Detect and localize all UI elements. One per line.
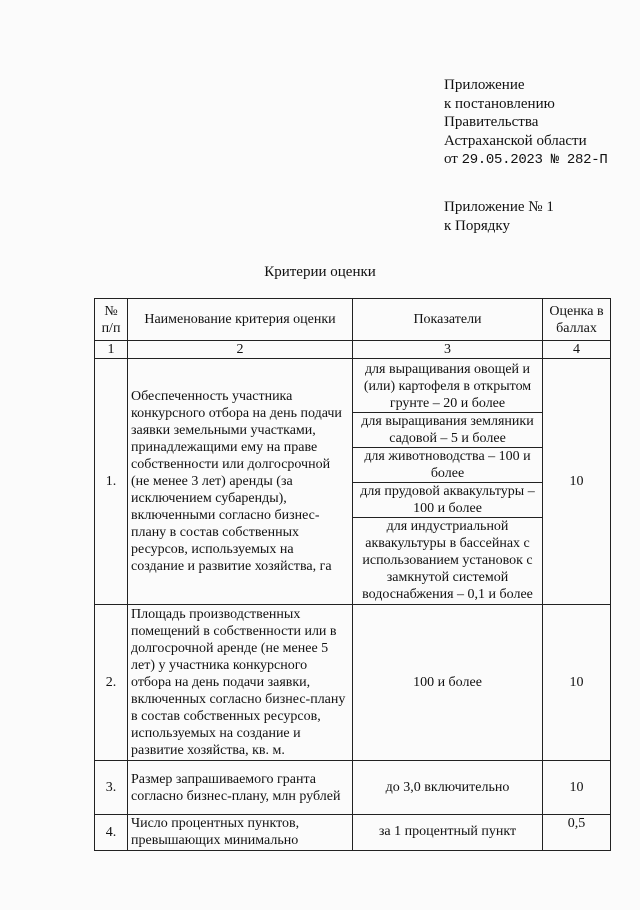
stamp-line: Приложение [444,77,525,93]
row-num: 2. [95,605,128,761]
row-score: 0,5 [543,815,611,851]
row-score: 10 [543,359,611,605]
indicator-item: для животноводства – 100 и более [353,447,542,482]
stamp-date-number: 29.05.2023 № 282-П [461,152,608,168]
column-number: 2 [128,341,353,359]
row-criterion: Число процентных пунктов, превышающих минимально [128,815,353,851]
column-number: 1 [95,341,128,359]
stamp-line: Правительства [444,114,539,130]
criteria-table [94,298,611,851]
stamp-line: Астраханской области [444,132,587,149]
row-criterion: Размер запрашиваемого гранта согласно бизнес-плану, млн рублей [128,761,353,815]
appendix-line: к Порядку [444,217,510,234]
table-row [95,815,611,851]
table-row [95,359,611,605]
row-indicators [353,359,543,605]
header-name: Наименование критерия оценки [128,299,353,341]
row-score: 10 [543,605,611,761]
stamp-line: к постановлению [444,95,555,112]
row-indicators: 100 и более [353,605,543,761]
stamp-date-line [444,150,607,170]
header-indicators: Показатели [353,299,543,341]
row-criterion: Обеспеченность участника конкурсного отбора на день подачи заявки земельными участками, принадлежащими ему на праве собственности или долгосрочной (не менее 3 лет) аренды (за исключением субаренды), включенными согласно бизнес-плану в состав собственных ресурсов, используемых на создание и развитие хозяйства, га [128,359,353,605]
indicator-item: для выращивания овощей и (или) картофеля в открытом грунте – 20 и более [363,361,532,411]
page-title: Критерии оценки [264,264,376,280]
row-num: 3. [95,761,128,815]
resolution-stamp [444,76,607,170]
stamp-date-prefix: от [444,151,458,167]
indicator-item: для прудовой аквакультуры – 100 и более [353,482,542,517]
column-number: 3 [353,341,543,359]
header-row [95,299,611,341]
table-row [95,761,611,815]
indicator-item: для выращивания земляники садовой – 5 и более [353,412,542,447]
header-num: № п/п [95,299,128,341]
column-number-row [95,341,611,359]
table-row [95,605,611,761]
indicator-item: для индустриальной аквакультуры в бассейнах с использованием установок с замкнутой системой водоснабжения – 0,1 и более [353,517,542,603]
row-score: 10 [543,761,611,815]
row-num: 1. [95,359,128,605]
appendix-line: Приложение № 1 [444,199,554,215]
row-indicators: за 1 процентный пункт [353,815,543,851]
appendix-reference [444,198,554,235]
header-score: Оценка в баллах [543,299,611,341]
column-number: 4 [543,341,611,359]
row-indicators: до 3,0 включительно [353,761,543,815]
row-num: 4. [95,815,128,851]
row-criterion: Площадь производственных помещений в собственности или в долгосрочной аренде (не менее 5 лет) у участника конкурсного отбора на день подачи заявки, включенных согласно бизнес-плану в состав собственных ресурсов, используемых на создание и развитие хозяйства, кв. м. [128,605,353,761]
